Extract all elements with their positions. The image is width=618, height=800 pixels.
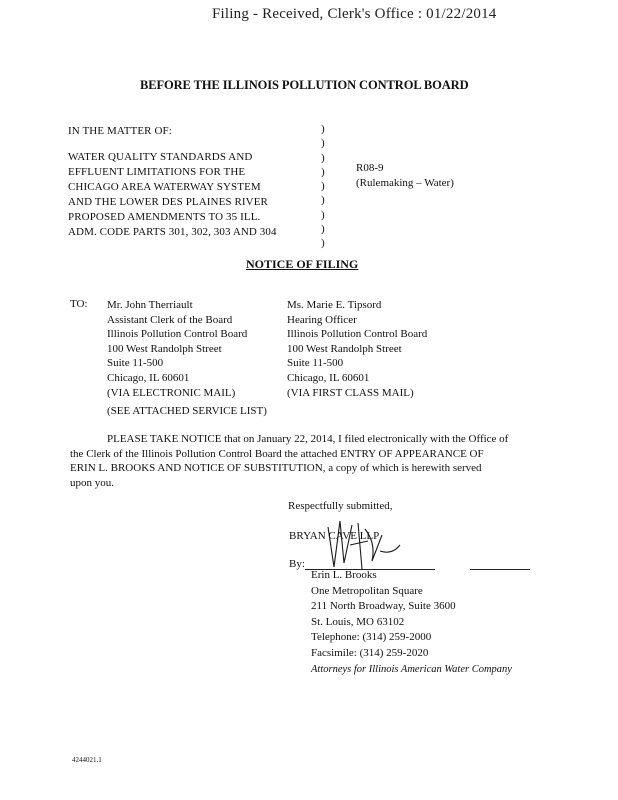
in-the-matter-label: IN THE MATTER OF: xyxy=(68,125,172,137)
caption-line: EFFLUENT LIMITATIONS FOR THE xyxy=(68,166,246,178)
body-line: ERIN L. BROOKS AND NOTICE OF SUBSTITUTION, a copy of which is herewith served xyxy=(70,462,482,475)
address-line: Ms. Marie E. Tipsord xyxy=(287,299,382,311)
paren: ) xyxy=(321,194,325,207)
paren: ) xyxy=(321,123,325,135)
docket-number: R08-9 xyxy=(356,162,384,174)
recipient-clerk xyxy=(107,298,247,400)
attorney-line: Erin L. Brooks xyxy=(311,569,377,581)
paren: ) xyxy=(321,208,325,221)
signature-line-extension xyxy=(470,569,530,570)
board-heading: BEFORE THE ILLINOIS POLLUTION CONTROL BOARD xyxy=(140,78,469,92)
document-number: 4244021.1 xyxy=(72,756,102,764)
attorney-block xyxy=(311,568,456,662)
firm-name: BRYAN CAVE LLP xyxy=(289,530,380,542)
closing: Respectfully submitted, xyxy=(288,500,393,512)
paren: ) xyxy=(321,237,325,250)
address-line: 100 West Randolph Street xyxy=(287,342,402,355)
address-line: Illinois Pollution Control Board xyxy=(107,328,248,341)
by-label: By: xyxy=(289,558,305,570)
paren: ) xyxy=(321,137,325,150)
caption-line: WATER QUALITY STANDARDS AND xyxy=(68,151,253,163)
attorney-line: One Metropolitan Square xyxy=(311,584,423,597)
caption-line: ADM. CODE PARTS 301, 302, 303 AND 304 xyxy=(68,226,277,238)
caption-parens xyxy=(321,122,325,251)
notice-title: NOTICE OF FILING xyxy=(246,257,359,271)
body-line: the Clerk of the Illinois Pollution Control Board the attached ENTRY OF APPEARANCE OF xyxy=(70,447,484,460)
paren: ) xyxy=(321,165,325,178)
caption-line: CHICAGO AREA WATERWAY SYSTEM xyxy=(68,181,261,193)
docket-type: (Rulemaking – Water) xyxy=(356,177,454,189)
address-line: (VIA FIRST CLASS MAIL) xyxy=(287,386,414,399)
body-line: upon you. xyxy=(70,476,114,489)
signature-image xyxy=(310,515,420,575)
body-line: PLEASE TAKE NOTICE that on January 22, 2014, I filed electronically with the Office of xyxy=(107,433,509,445)
filing-stamp: Filing - Received, Clerk's Office : 01/22/2014 xyxy=(212,6,497,22)
caption-block xyxy=(68,150,277,240)
recipient-hearing-officer xyxy=(287,298,427,400)
address-line: Chicago, IL 60601 xyxy=(107,371,190,384)
paren: ) xyxy=(321,151,325,164)
caption-line: PROPOSED AMENDMENTS TO 35 ILL. xyxy=(68,211,261,223)
address-line: Illinois Pollution Control Board xyxy=(287,328,428,341)
address-line: Hearing Officer xyxy=(287,313,357,326)
address-line: Assistant Clerk of the Board xyxy=(107,313,233,326)
attorney-line: Facsimile: (314) 259-2020 xyxy=(311,646,429,659)
paren: ) xyxy=(321,223,325,236)
address-line: Chicago, IL 60601 xyxy=(287,371,370,384)
address-line: Suite 11-500 xyxy=(287,357,344,370)
attorney-line: St. Louis, MO 63102 xyxy=(311,615,405,628)
attorneys-for: Attorneys for Illinois American Water Company xyxy=(311,664,512,675)
address-line: Suite 11-500 xyxy=(107,357,164,370)
attorney-line: Telephone: (314) 259-2000 xyxy=(311,631,432,644)
address-line: (VIA ELECTRONIC MAIL) xyxy=(107,386,236,399)
service-list-note: (SEE ATTACHED SERVICE LIST) xyxy=(107,405,267,417)
address-line: Mr. John Therriault xyxy=(107,299,193,311)
paren: ) xyxy=(321,180,325,193)
address-line: 100 West Randolph Street xyxy=(107,342,222,355)
to-label: TO: xyxy=(70,298,88,310)
caption-line: AND THE LOWER DES PLAINES RIVER xyxy=(68,196,268,208)
docket-block xyxy=(356,161,454,191)
notice-body xyxy=(70,432,509,490)
attorney-line: 211 North Broadway, Suite 3600 xyxy=(311,600,456,613)
